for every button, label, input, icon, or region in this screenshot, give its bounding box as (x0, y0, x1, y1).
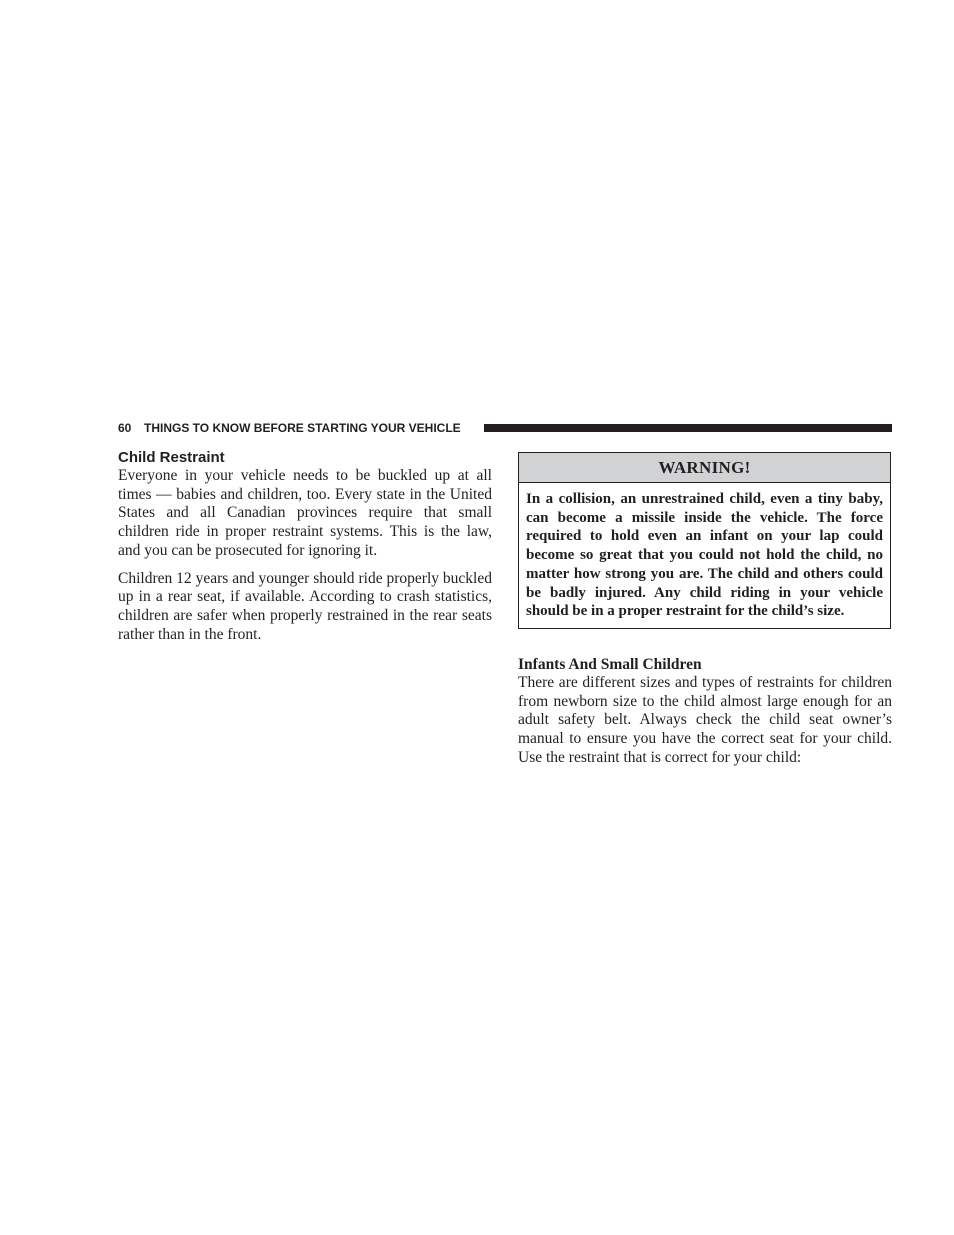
infants-heading: Infants And Small Children (518, 655, 702, 673)
right-column (518, 452, 892, 767)
warning-title: WARNING! (519, 453, 890, 483)
warning-text: In a collision, an unrestrained child, even a tiny baby, can become a missile inside the vehicle. The force required to hold even an infant on your lap could become so great that you could not hold the child, no matter how strong you are. The child and others could be badly injured. Any child riding in your vehicle should be in a proper restraint for the child’s size. (526, 491, 883, 620)
child-restraint-paragraph-2: Children 12 years and younger should ride properly buckled up in a rear seat, if available. According to crash statistics, children are safer when properly restrained in the rear seats rather than in the front. (118, 569, 492, 643)
page-header (118, 419, 892, 437)
infants-section (518, 655, 892, 768)
left-column (118, 449, 492, 644)
child-restraint-paragraph-1: Everyone in your vehicle needs to be buckled up at all times — babies and children, too. Every state in the United States and all Canadian provinces require that small children ride in proper restraint systems. This is the law, and you can be prosecuted for ignoring it. (118, 467, 492, 559)
warning-box (518, 452, 891, 629)
child-restraint-heading: Child Restraint (118, 449, 225, 466)
page-number: 60 (118, 421, 132, 435)
infants-paragraph: There are different sizes and types of restraints for children from newborn size to the child almost large enough for an adult safety belt. Always check the child seat owner’s manual to ensure you have the correct seat for your child. Use the restraint that is correct for your child: (518, 673, 892, 766)
section-title: THINGS TO KNOW BEFORE STARTING YOUR VEHICLE (144, 421, 461, 435)
header-rule (484, 424, 892, 432)
